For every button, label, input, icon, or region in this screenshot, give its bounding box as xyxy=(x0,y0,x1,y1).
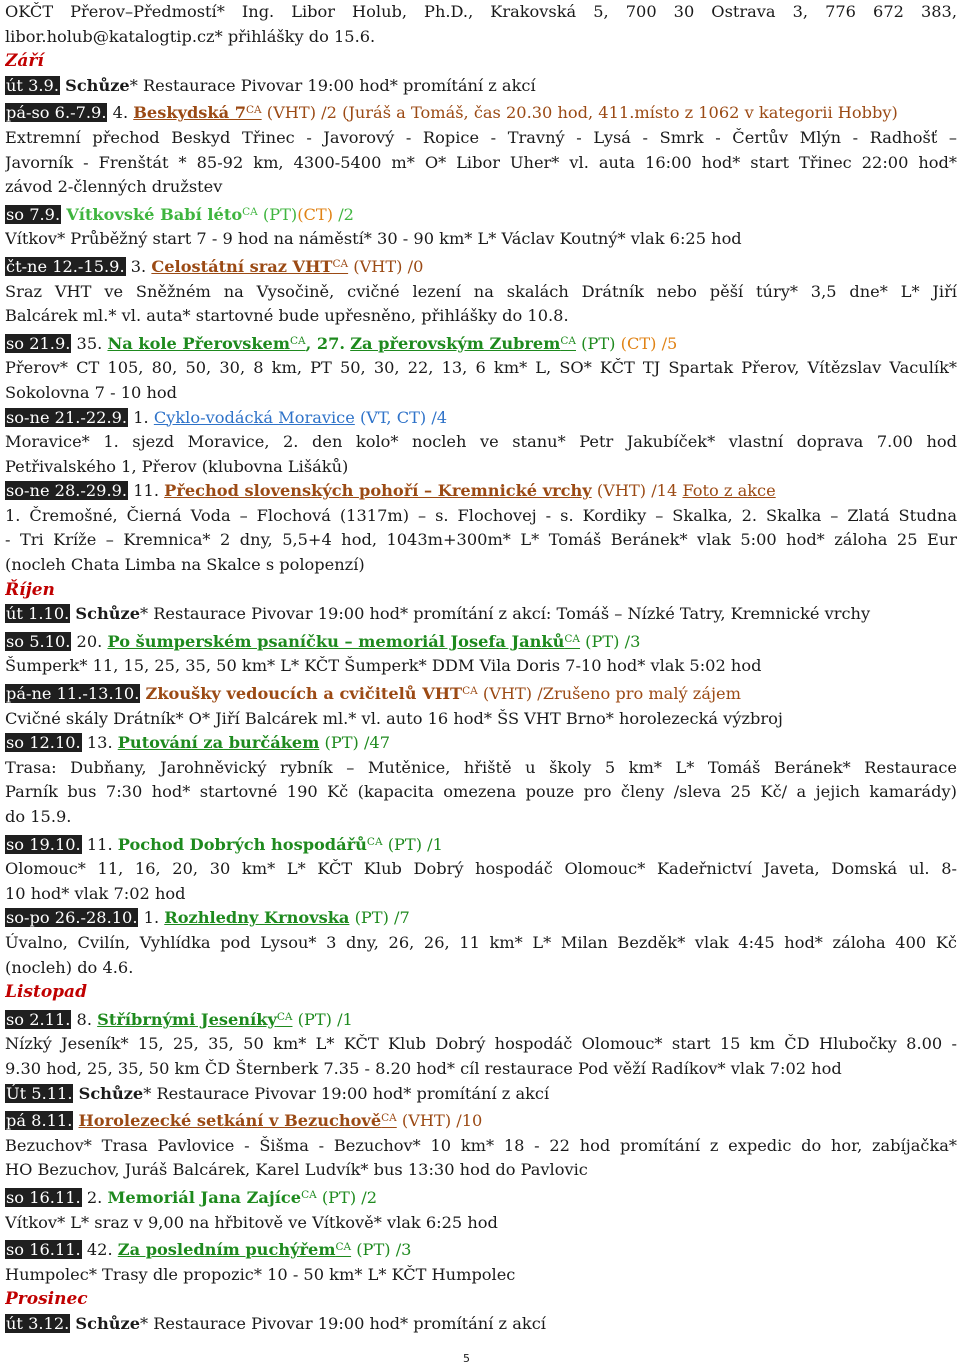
event-title-link[interactable]: Rozhledny Krnovska xyxy=(164,908,350,928)
event-description-line: závod 2-členných družstev xyxy=(5,177,223,197)
event-title-link-2[interactable]: Za přerovským Zubrem$^{CA}$ xyxy=(350,333,576,353)
event-title: Schůze xyxy=(78,1083,144,1103)
ca-mark: CA xyxy=(246,104,262,117)
event-nov-meeting xyxy=(5,1082,957,1107)
event-category: (VT, CT) /4 xyxy=(359,407,448,427)
event-description-line: 9.30 hod, 25, 35, 50 km ČD Šternberk 7.35 - 8.20 hod* cíl restaurace Pod věží Radíkov* vlak 7:02 hod xyxy=(5,1058,842,1078)
event-category: (VHT) /Zrušeno pro malý zájem xyxy=(482,684,741,704)
event-title: Zkoušky vedoucích a cvičitelů $VHT^{CA}$ xyxy=(145,684,478,704)
event-beskydska xyxy=(5,98,957,126)
event-date: so-ne 21.-22.9. xyxy=(6,407,128,427)
event-zajic xyxy=(5,1183,957,1211)
event-category: (PT) /2 xyxy=(321,1187,378,1207)
ca-mark: CA xyxy=(289,334,306,347)
event-description-line: Humpolec* Trasy dle propozic* 10 - 50 km* L* KČT Humpolec xyxy=(5,1264,516,1284)
event-title-link[interactable]: Celostátní sraz $VHT^{CA}$ xyxy=(151,256,349,276)
event-date: út 3.12. xyxy=(6,1313,70,1333)
event-stribrne xyxy=(5,1005,957,1033)
event-date: so 12.10. xyxy=(6,733,81,753)
event-description-line: Moravice* 1. sjezd Moravice, 2. den kolo* nocleh ve stanu* Petr Jakubíček* vlastní doprava 7.00 hod xyxy=(5,432,957,452)
event-date: so 16.11. xyxy=(6,1187,81,1207)
event-sep-meeting xyxy=(5,74,957,99)
event-category-ct: (CT) xyxy=(297,204,334,224)
event-category-ct: (CT) /5 xyxy=(620,333,678,353)
event-description-line: 1. Čremošné, Čierná Voda – Flochová (1317m) – s. Flochovej - s. Kordiky – Skalka, 2. Skalka – Zlatá Studna xyxy=(5,505,957,525)
intro-line-1: OKČT Přerov–Předmostí* Ing. Libor Holub, Ph.D., Krakovská 5, 700 30 Ostrava 3, 776 672 383, xyxy=(5,2,957,21)
event-number: 13. xyxy=(86,733,113,753)
ca-mark: CA xyxy=(366,835,383,848)
event-rozhledny xyxy=(5,906,957,931)
event-description-line: (nocleh) do 4.6. xyxy=(5,957,134,977)
event-title: Memoriál Jana Zajíce$^{CA}$ xyxy=(107,1187,317,1207)
event-description-line: Vítkov* L* sraz v 9,00 na hřbitově ve Vítkově* vlak 6:25 hod xyxy=(5,1212,498,1232)
event-description-line: Úvalno, Cvilín, Vyhlídka pod Lysou* 3 dny, 26, 26, 11 km* L* Milan Bezděk* vlak 4:45 hod* záloha 400 Kč xyxy=(5,932,957,952)
event-description-line: 10 hod* vlak 7:02 hod xyxy=(5,883,186,903)
event-title-link[interactable]: Beskydská $7^{CA}$ xyxy=(133,103,262,123)
event-title-link[interactable]: Na kole Přerovskem$^{CA}$ xyxy=(107,333,306,353)
event-description-line: Olomouc* 11, 16, 20, 30 km* L* KČT Klub Dobrý hospodáč Olomouc* Kadeřnictví Javeta, Domská ul. 8- xyxy=(5,859,957,879)
photo-link[interactable]: Foto z akce xyxy=(682,481,776,501)
document-page xyxy=(5,0,957,1336)
event-description-line: do 15.9. xyxy=(5,807,72,826)
event-date: so-po 26.-28.10. xyxy=(6,908,138,928)
event-number: 35. xyxy=(76,333,103,353)
ca-mark: CA xyxy=(564,632,581,645)
event-description-line: Extremní přechod Beskyd Třinec - Javorový - Ropice - Travný - Lysá - Smrk - Čertův Mlýn - Radhošť – xyxy=(5,127,957,147)
event-description-line: Cvičné skály Drátník* O* Jiří Balcárek ml.* vl. auto 16 hod* ŠS VHT Brno* horolezecká výzbroj xyxy=(5,708,783,728)
event-category: (PT) /7 xyxy=(354,908,410,928)
event-date: so 7.9. xyxy=(6,204,61,224)
event-title-link[interactable]: Po šumperském psaníčku – memoriál Josefa Janků$^{CA}$ xyxy=(107,631,581,651)
ca-mark: CA xyxy=(276,1010,293,1023)
ca-mark: CA xyxy=(335,1241,352,1254)
event-number: 11. xyxy=(86,834,113,854)
event-category: (PT) /1 xyxy=(297,1009,353,1029)
event-date: so 19.10. xyxy=(6,834,81,854)
ca-mark: CA xyxy=(462,685,478,698)
event-date: so 16.11. xyxy=(6,1240,81,1260)
event-category: (PT) /3 xyxy=(356,1240,412,1260)
event-hospodari xyxy=(5,830,957,858)
event-zkousky xyxy=(5,679,957,707)
event-count: /2 xyxy=(333,204,354,224)
event-description-line: HO Bezuchov, Juráš Balcárek, Karel Ludvík* bus 13:30 hod do Pavlovic xyxy=(5,1160,588,1180)
event-number: 20. xyxy=(76,631,103,651)
event-title: Vítkovské Babí léto$^{CA}$ xyxy=(66,204,258,224)
event-number-2: , 27. xyxy=(305,333,346,353)
ca-mark: CA xyxy=(242,205,258,218)
event-oct-meeting xyxy=(5,602,957,627)
event-description-line: (nocleh Chata Limba na Skalce s polopenzí) xyxy=(5,555,365,575)
event-description-line: Parník bus 7:30 hod* startovné 190 Kč (kapacita omezena pouze pro členy /sleva 25 Kč/ a jejich kamarády) xyxy=(5,782,957,802)
event-vitkovske xyxy=(5,200,957,228)
event-description-line: Přerov* CT 105, 80, 50, 30, 8 km, PT 50, 30, 22, 13, 6 km* L, SO* KČT TJ Spartak Přerov, Vítězslav Vaculík* xyxy=(5,358,957,378)
event-date: pá-ne 11.-13.10. xyxy=(6,684,140,704)
event-bezuchov xyxy=(5,1106,957,1134)
month-heading-november: Listopad xyxy=(5,982,87,1003)
page-number: 5 xyxy=(463,1352,470,1365)
event-description-line: Nízký Jeseník* 15, 25, 35, 50 km* L* KČT Klub Dobrý hospodáč Olomouc* start 15 km ČD Hlubočky 8.00 - xyxy=(5,1034,957,1054)
event-na-kole xyxy=(5,329,957,357)
month-heading-october: Říjen xyxy=(5,579,55,600)
event-details: * Restaurace Pivovar 19:00 hod* promítání z akcí: Tomáš – Nízké Tatry, Kremnické vrchy xyxy=(140,604,871,624)
event-title: Pochod Dobrých hospodářů$^{CA}$ xyxy=(117,834,383,854)
event-category: (PT) /47 xyxy=(324,733,391,753)
event-number: 4. xyxy=(112,103,129,123)
month-heading-december: Prosinec xyxy=(5,1289,88,1310)
event-prechod xyxy=(5,479,957,504)
event-date: pá 8.11. xyxy=(6,1111,73,1131)
event-date: so 21.9. xyxy=(6,333,71,353)
event-category-pt: (PT) xyxy=(581,333,616,353)
event-category: (PT) /3 xyxy=(585,631,641,651)
event-details: * Restaurace Pivovar 19:00 hod* promítání z akcí xyxy=(129,75,536,95)
event-number: 8. xyxy=(76,1009,92,1029)
event-category: (VHT) /10 xyxy=(401,1111,483,1131)
event-date: so 2.11. xyxy=(6,1009,71,1029)
event-details: * Restaurace Pivovar 19:00 hod* promítání z akcí xyxy=(140,1313,546,1333)
event-date: Út 5.11. xyxy=(6,1083,73,1103)
event-date: út 1.10. xyxy=(6,604,70,624)
event-date: so 5.10. xyxy=(6,631,71,651)
event-puchyr xyxy=(5,1235,957,1263)
event-title-link[interactable]: Za posledním puchýřem$^{CA}$ xyxy=(117,1240,352,1260)
event-title: Schůze xyxy=(75,1313,140,1333)
event-description-line: Balcárek ml.* vl. auta* startovné bude upřesněno, přihlášky do 10.8. xyxy=(5,306,569,326)
event-number: 11. xyxy=(133,481,159,501)
event-number: 2. xyxy=(86,1187,103,1207)
ca-mark: CA xyxy=(301,1188,317,1201)
event-title: Schůze xyxy=(65,75,130,95)
event-dec-meeting xyxy=(5,1312,957,1337)
event-category: (VHT) /2 (Juráš a Tomáš, čas 20.30 hod, 411.místo z 1062 v kategorii Hobby) xyxy=(266,103,898,123)
event-description-line: Vítkov* Průběžný start 7 - 9 hod na náměstí* 30 - 90 km* L* Václav Koutný* vlak 6:25 hod xyxy=(5,229,742,249)
ca-mark: CA xyxy=(381,1112,397,1125)
event-sraz-vht xyxy=(5,252,957,280)
event-category: (PT) /1 xyxy=(387,834,443,854)
event-burcak xyxy=(5,731,957,756)
month-heading-september: Září xyxy=(5,51,44,72)
event-description-line: Šumperk* 11, 15, 25, 35, 50 km* L* KČT Šumperk* DDM Vila Doris 7-10 hod* vlak 5:02 hod xyxy=(5,656,762,676)
event-description-line: Sokolovna 7 - 10 hod xyxy=(5,382,178,402)
event-category-pt: (PT) xyxy=(262,204,298,224)
event-number: 42. xyxy=(86,1240,113,1260)
event-category: (VHT) /0 xyxy=(353,256,424,276)
event-description-line: Trasa: Dubňany, Jarohněvický rybník – Mutěnice, hřiště u školy 5 km* L* Tomáš Beránek* Restaurace xyxy=(5,757,957,777)
event-description-line: Petřivalského 1, Přerov (klubovna Lišáků) xyxy=(5,456,349,476)
event-title-link[interactable]: Putování za burčákem xyxy=(117,733,320,753)
event-title: Schůze xyxy=(75,604,140,624)
intro-line-2: libor.holub@katalogtip.cz* přihlášky do 15.6. xyxy=(5,26,376,46)
ca-mark: CA xyxy=(332,257,349,270)
event-date: út 3.9. xyxy=(6,75,59,95)
event-title-link[interactable]: Horolezecké setkání v Bezuchově$^{CA}$ xyxy=(78,1111,397,1131)
event-description-line: Javorník - Frenštát * 85-92 km, 4300-5400 m* O* Libor Uher* vl. auta 16:00 hod* start Třinec 22:00 hod* xyxy=(5,152,957,172)
event-number: 1. xyxy=(133,407,149,427)
event-date: čt-ne 12.-15.9. xyxy=(6,256,125,276)
event-date: so-ne 28.-29.9. xyxy=(6,481,128,501)
event-title-link[interactable]: Přechod slovenských pohoří – Kremnické vrchy xyxy=(164,481,592,501)
ca-mark: CA xyxy=(560,334,576,347)
event-number: 3. xyxy=(130,256,147,276)
event-number: 1. xyxy=(143,908,160,928)
event-psanicko xyxy=(5,627,957,655)
event-cyklo-vodacka xyxy=(5,406,957,431)
event-description-line: - Tri Kríže – Kremnica* 2 dny, 5,5+4 hod, 1043m+300m* L* Tomáš Beránek* vlak 5:00 hod* záloha 25 Eur xyxy=(5,530,957,550)
event-date: pá-so 6.-7.9. xyxy=(6,103,107,123)
event-category: (VHT) /14 xyxy=(596,481,678,501)
event-title-link[interactable]: Cyklo-vodácká Moravice xyxy=(153,407,355,427)
event-details: * Restaurace Pivovar 19:00 hod* promítání z akcí xyxy=(143,1083,550,1103)
event-title-link[interactable]: Stříbrnými Jeseníky$^{CA}$ xyxy=(97,1009,293,1029)
event-description-line: Sraz VHT ve Sněžném na Vysočině, cvičné lezení na skalách Drátník nebo pěší túry* 3,5 dne* L* Jiří xyxy=(5,281,957,301)
event-description-line: Bezuchov* Trasa Pavlovice - Šišma - Bezuchov* 10 km* 18 - 22 hod promítání z expedic do hor, zabíjačka* xyxy=(5,1135,957,1155)
